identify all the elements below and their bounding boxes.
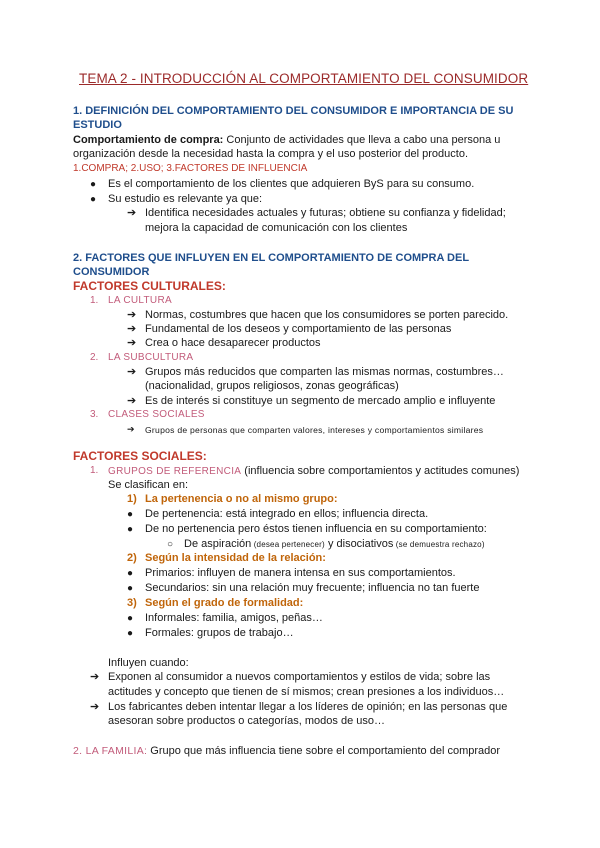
arrow-icon: ➔ [90, 701, 100, 713]
arrow-item [127, 308, 136, 322]
arrow-item [127, 365, 136, 379]
list-item-text: De pertenencia: está integrado en ellos; influencia directa. [145, 508, 429, 520]
sub-list-item [167, 537, 173, 552]
arrow-item-text: Fundamental de los deseos y comportamiento de las personas [145, 323, 452, 335]
criteria-formality: Según el grado de formalidad: [145, 597, 304, 609]
influence-intro: Influyen cuando: [108, 657, 189, 669]
section-1-heading-cont: ESTUDIO [73, 119, 122, 131]
phases-line: 1.COMPRA; 2.USO; 3.FACTORES DE INFLUENCIA [73, 163, 308, 174]
definition-line [73, 133, 500, 147]
list-number: 1. [90, 465, 99, 476]
arrow-item [127, 336, 136, 350]
subheading-family: 2. LA FAMILIA: [73, 745, 148, 757]
list-item-text: De no pertenencia pero éstos tienen influencia en su comportamiento: [145, 523, 487, 535]
arrow-icon: ➔ [127, 395, 137, 407]
arrow-item-text: Grupos de personas que comparten valores, intereses y comportamientos similares [145, 425, 484, 435]
list-item-text: Informales: familia, amigos, peñas… [145, 612, 323, 624]
criteria-membership: La pertenencia o no al mismo grupo: [145, 493, 338, 505]
bullet-icon: ● [127, 524, 134, 535]
arrow-item [90, 670, 99, 684]
arrow-item [127, 422, 135, 436]
list-item-text: Formales: grupos de trabajo… [145, 627, 294, 639]
arrow-icon: ➔ [90, 671, 100, 683]
section-1-heading: 1. DEFINICIÓN DEL COMPORTAMIENTO DEL CONSUMIDOR E IMPORTANCIA DE SU [73, 105, 514, 117]
bullet-icon: ● [90, 179, 97, 190]
bullet-icon: ● [127, 628, 134, 639]
arrow-item-text: Grupos más reducidos que comparten las mismas normas, costumbres… [145, 366, 504, 378]
circle-icon: ○ [167, 539, 174, 550]
dissociative-label: y disociativos [324, 538, 394, 550]
list-item [90, 177, 96, 192]
page-title: TEMA 2 - INTRODUCCIÓN AL COMPORTAMIENTO DEL CONSUMIDOR [79, 71, 529, 86]
arrow-item [127, 206, 136, 220]
arrow-icon: ➔ [127, 323, 137, 335]
arrow-icon: ➔ [127, 337, 137, 349]
arrow-item-text: Crea o hace desaparecer productos [145, 337, 321, 349]
list-number: 2. [90, 352, 99, 363]
classification-intro: Se clasifican en: [108, 479, 189, 491]
list-item [127, 581, 133, 596]
bullet-icon: ● [127, 568, 134, 579]
bullet-icon: ● [127, 509, 134, 520]
cultural-factors-heading: FACTORES CULTURALES: [73, 279, 226, 293]
family-text: Grupo que más influencia tiene sobre el comportamiento del comprador [147, 745, 501, 757]
bullet-icon: ● [127, 613, 134, 624]
section-2-heading: 2. FACTORES QUE INFLUYEN EN EL COMPORTAMIENTO DE COMPRA DEL [73, 252, 470, 264]
list-item [127, 626, 133, 641]
list-item [127, 566, 133, 581]
list-number: 3. [90, 409, 99, 420]
arrow-item-text: Exponen al consumidor a nuevos comportamientos y estilos de vida; sobre las [108, 671, 491, 683]
family-line [73, 744, 500, 758]
reference-groups-text: (influencia sobre comportamientos y actitudes comunes) [241, 465, 520, 477]
definition-line-2: organización desde la necesidad hasta la compra y el uso posterior del producto. [73, 148, 469, 160]
arrow-item-text: Los fabricantes deben intentar llegar a los líderes de opinión; en las personas que [108, 701, 508, 713]
bullet-icon: ● [127, 583, 134, 594]
subheading-culture: LA CULTURA [108, 295, 172, 306]
list-item-text: Primarios: influyen de manera intensa en sus comportamientos. [145, 567, 456, 579]
list-item-text: Su estudio es relevante ya que: [108, 193, 263, 205]
list-item [127, 611, 133, 626]
arrow-item-text: Normas, costumbres que hacen que los consumidores se porten parecido. [145, 309, 509, 321]
aspiration-note: (desea pertenecer) [251, 540, 325, 549]
social-factors-heading: FACTORES SOCIALES: [73, 449, 207, 463]
arrow-icon: ➔ [127, 309, 137, 321]
arrow-item-text: Es de interés si constituye un segmento de mercado amplio e influyente [145, 395, 496, 407]
list-number: 3) [127, 597, 137, 609]
list-number: 1) [127, 493, 137, 505]
list-item [127, 522, 133, 537]
subheading-reference-groups: GRUPOS DE REFERENCIA [108, 466, 242, 477]
arrow-icon: ➔ [127, 207, 137, 219]
arrow-item-text-cont: asesoran sobre productos o categorías, modos de uso… [108, 715, 385, 727]
arrow-item-text: Identifica necesidades actuales y futuras; obtiene su confianza y fidelidad; [145, 207, 506, 219]
subheading-subculture: LA SUBCULTURA [108, 352, 194, 363]
arrow-item [127, 322, 136, 336]
dissociative-note: (se demuestra rechazo) [393, 540, 485, 549]
criteria-intensity: Según la intensidad de la relación: [145, 552, 326, 564]
list-item [90, 192, 96, 207]
subheading-social-classes: CLASES SOCIALES [108, 409, 205, 420]
arrow-item [127, 394, 136, 408]
definition-text: Conjunto de actividades que lleva a cabo una persona u [223, 134, 501, 146]
arrow-item-text-cont: actitudes y concepto que tienen de sí mismos; crean presiones a los individuos… [108, 686, 505, 698]
arrow-item [90, 700, 99, 714]
definition-term: Comportamiento de compra: [73, 134, 224, 146]
arrow-item-text-cont: (nacionalidad, grupos religiosos, zonas geográficas) [145, 380, 399, 392]
list-number: 2) [127, 552, 137, 564]
arrow-icon: ➔ [127, 366, 137, 378]
sub-list-item-text [184, 537, 485, 552]
list-item [127, 507, 133, 522]
list-item-text: Secundarios: sin una relación muy frecuente; influencia no tan fuerte [145, 582, 480, 594]
arrow-item-text-cont: mejora la capacidad de comunicación con los clientes [145, 222, 408, 234]
aspiration-label: De aspiración [184, 538, 252, 550]
arrow-icon: ➔ [127, 424, 135, 434]
list-number: 1. [90, 295, 99, 306]
section-2-heading-cont: CONSUMIDOR [73, 266, 150, 278]
reference-groups-line [108, 464, 519, 479]
bullet-icon: ● [90, 194, 97, 205]
list-item-text: Es el comportamiento de los clientes que adquieren ByS para su consumo. [108, 178, 475, 190]
